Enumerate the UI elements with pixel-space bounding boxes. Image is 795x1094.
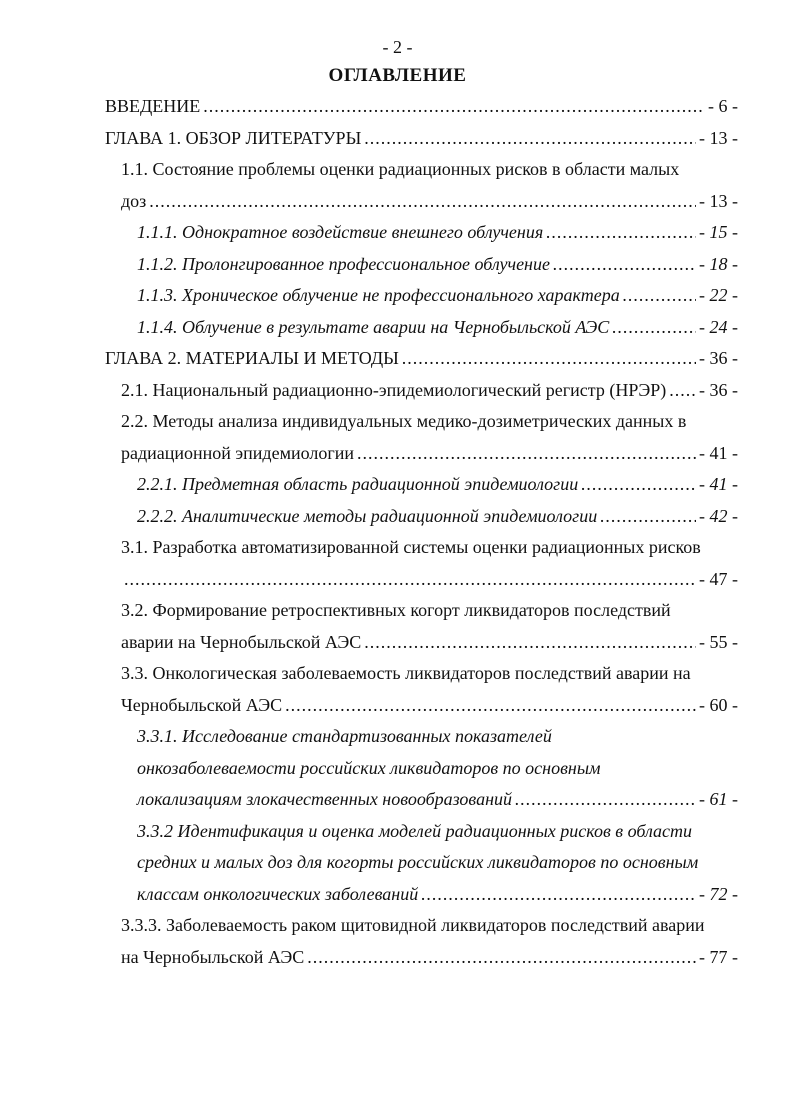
toc-entry-line: 3.2. Формирование ретроспективных когорт ликвидаторов последствий xyxy=(121,600,671,620)
dot-leader xyxy=(546,217,696,249)
toc-entry[interactable] xyxy=(105,123,795,155)
toc-page-number: - 42 - xyxy=(699,505,738,526)
toc-entry-label: ВВЕДЕНИЕ xyxy=(105,96,201,116)
toc-page-number: - 72 - xyxy=(699,883,738,904)
dot-leader xyxy=(364,627,696,659)
toc-entry[interactable] xyxy=(121,910,795,973)
table-of-contents xyxy=(0,91,795,973)
toc-page-number: - 15 - xyxy=(699,222,738,242)
dot-leader xyxy=(581,469,696,501)
toc-page-number: - 13 - xyxy=(699,190,738,211)
toc-entry-label: Чернобыльской АЭС xyxy=(121,694,283,715)
toc-entry-line: 3.3.3. Заболеваемость раком щитовидной ликвидаторов последствий аварии xyxy=(121,915,705,935)
dot-leader xyxy=(149,186,696,218)
toc-entry-label: на Чернобыльской АЭС xyxy=(121,946,305,967)
toc-page-number: - 41 - xyxy=(699,442,738,463)
toc-page-number: - 36 - xyxy=(699,348,738,368)
toc-entry[interactable] xyxy=(137,816,795,911)
dot-leader xyxy=(600,501,696,533)
dot-leader xyxy=(669,375,696,407)
toc-page-number: - 55 - xyxy=(699,631,738,652)
dot-leader xyxy=(285,690,696,722)
toc-entry[interactable] xyxy=(121,595,795,658)
toc-entry[interactable] xyxy=(121,532,795,595)
dot-leader xyxy=(421,879,696,911)
toc-entry[interactable] xyxy=(137,501,795,533)
toc-entry-label: 1.1.3. Хроническое облучение не профессионального характера xyxy=(137,285,620,305)
toc-entry[interactable] xyxy=(121,375,795,407)
toc-entry-label: ГЛАВА 1. ОБЗОР ЛИТЕРАТУРЫ xyxy=(105,127,362,148)
toc-entry[interactable] xyxy=(121,658,795,721)
dot-leader xyxy=(357,438,696,470)
toc-entry-line: 3.1. Разработка автоматизированной системы оценки радиационных рисков xyxy=(121,537,701,557)
toc-entry[interactable] xyxy=(137,721,795,816)
toc-page-number: - 47 - xyxy=(699,568,738,589)
toc-entry-line: онкозаболеваемости российских ликвидаторов по основным xyxy=(137,757,601,778)
toc-page-number: - 60 - xyxy=(699,694,738,715)
toc-entry-label: радиационной эпидемиологии xyxy=(121,442,354,463)
toc-entry-label: 1.1.1. Однократное воздействие внешнего облучения xyxy=(137,222,544,242)
toc-entry[interactable] xyxy=(121,154,795,217)
toc-entry-line: 3.3.1. Исследование стандартизованных показателей xyxy=(137,726,552,746)
toc-entry[interactable] xyxy=(137,312,795,344)
toc-entry-label: 1.1.2. Пролонгированное профессиональное облучение xyxy=(137,253,550,274)
dot-leader xyxy=(402,343,696,375)
toc-entry-line: 1.1. Состояние проблемы оценки радиационных рисков в области малых xyxy=(121,159,680,179)
dot-leader xyxy=(515,784,696,816)
dot-leader xyxy=(307,942,696,974)
toc-page-number: - 18 - xyxy=(699,253,738,274)
toc-entry[interactable] xyxy=(137,280,795,312)
dot-leader xyxy=(623,280,696,312)
toc-page-number: - 61 - xyxy=(699,789,738,809)
dot-leader xyxy=(612,312,696,344)
dot-leader xyxy=(364,123,696,155)
toc-entry-label: ГЛАВА 2. МАТЕРИАЛЫ И МЕТОДЫ xyxy=(105,348,399,368)
dot-leader xyxy=(203,91,705,123)
toc-page-number: - 24 - xyxy=(699,316,738,337)
toc-entry-line: 2.2. Методы анализа индивидуальных медико-дозиметрических данных в xyxy=(121,411,687,431)
toc-entry[interactable] xyxy=(105,343,795,375)
toc-entry[interactable] xyxy=(121,406,795,469)
toc-entry-label: локализациям злокачественных новообразований xyxy=(137,789,513,809)
toc-entry-line: средних и малых доз для когорты российских ликвидаторов по основным xyxy=(137,852,699,872)
toc-page-number: - 36 - xyxy=(699,379,738,400)
dot-leader xyxy=(553,249,696,281)
dot-leader xyxy=(124,564,696,596)
toc-entry-label: аварии на Чернобыльской АЭС xyxy=(121,631,362,652)
toc-entry-label: 2.2.2. Аналитические методы радиационной эпидемиологии xyxy=(137,505,598,526)
toc-entry-line: 3.3.2 Идентификация и оценка моделей радиационных рисков в области xyxy=(137,820,693,841)
toc-entry-label: 1.1.4. Облучение в результате аварии на Чернобыльской АЭС xyxy=(137,316,610,337)
page-title: ОГЛАВЛЕНИЕ xyxy=(328,65,467,86)
toc-entry-label: классам онкологических заболеваний xyxy=(137,883,419,904)
toc-page-number: - 6 - xyxy=(708,96,738,116)
toc-entry-line: 3.3. Онкологическая заболеваемость ликвидаторов последствий аварии на xyxy=(121,663,691,683)
toc-page-number: - 77 - xyxy=(699,946,738,967)
toc-entry-label: 2.2.1. Предметная область радиационной эпидемиологии xyxy=(137,474,579,494)
toc-page-number: - 13 - xyxy=(699,127,738,148)
toc-entry-label: 2.1. Национальный радиационно-эпидемиологический регистр (НРЭР) xyxy=(121,379,667,400)
toc-page-number: - 22 - xyxy=(699,285,738,305)
toc-entry[interactable] xyxy=(105,91,795,123)
toc-entry[interactable] xyxy=(137,249,795,281)
page-number: - 2 - xyxy=(382,37,413,57)
toc-entry[interactable] xyxy=(137,217,795,249)
toc-entry[interactable] xyxy=(137,469,795,501)
toc-entry-label: доз xyxy=(121,190,147,211)
toc-page-number: - 41 - xyxy=(699,474,738,494)
